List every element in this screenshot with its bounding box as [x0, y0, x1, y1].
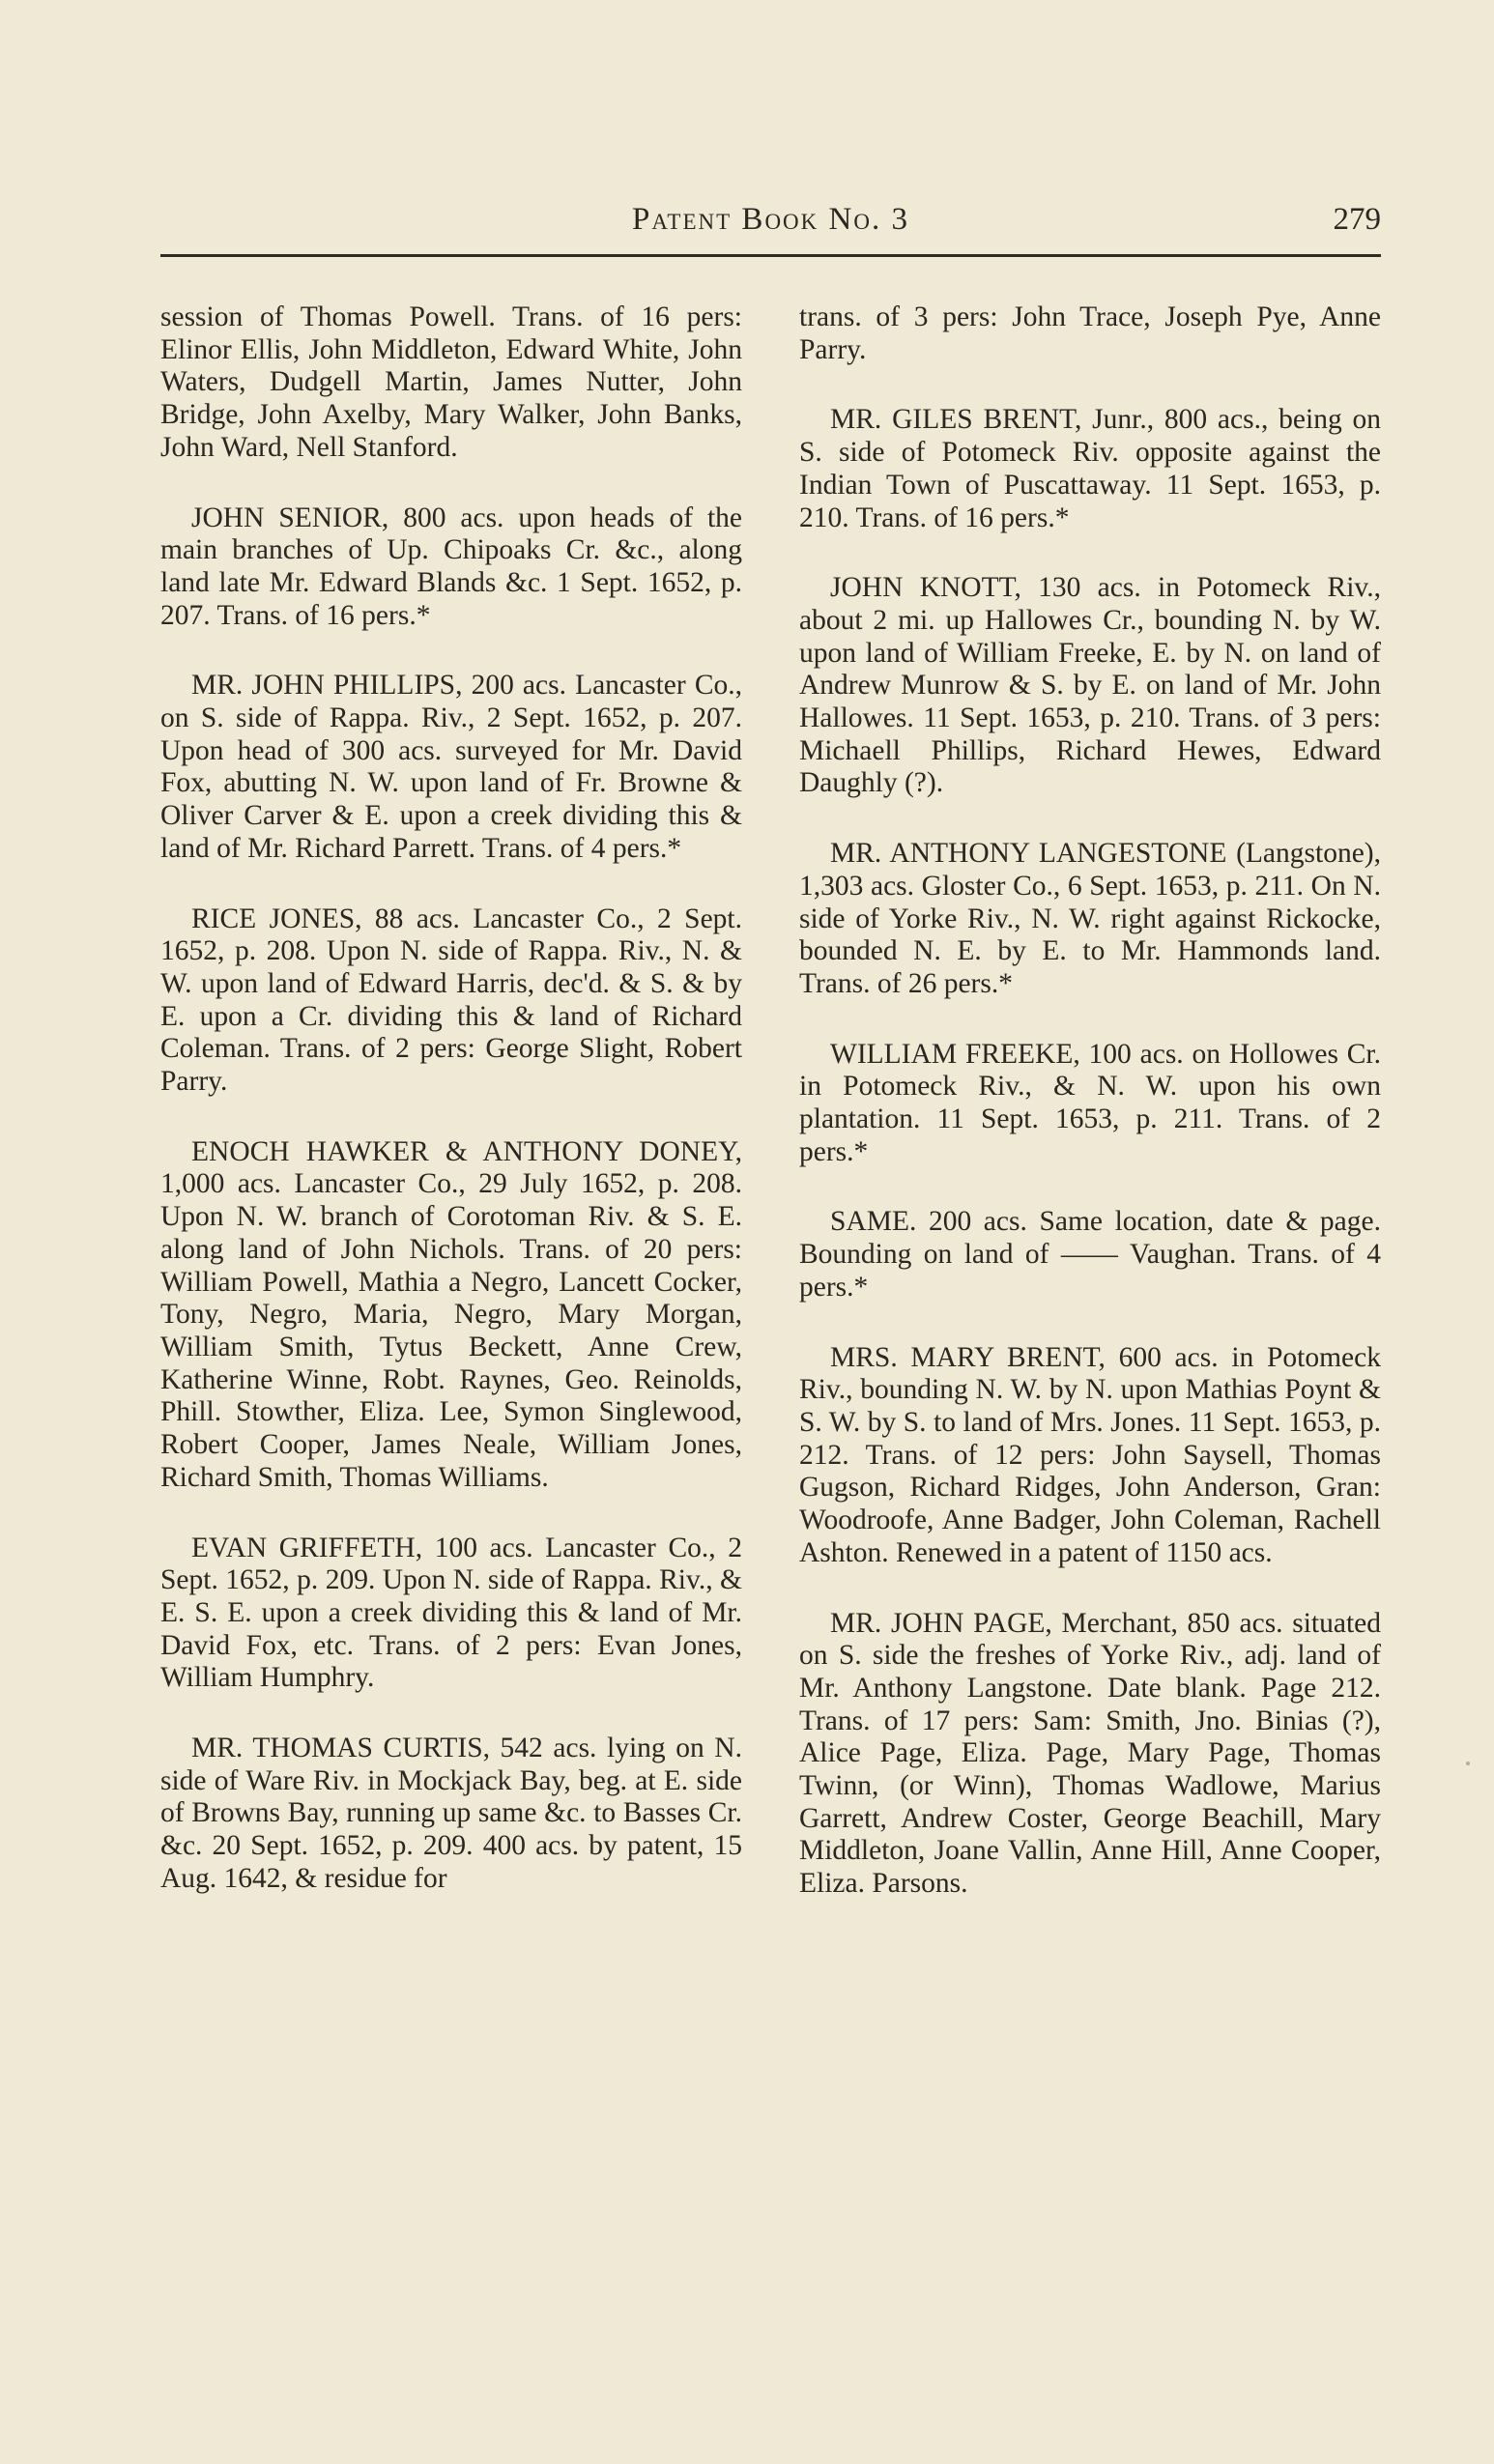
patent-entry: session of Thomas Powell. Trans. of 16 pers: Elinor Ellis, John Middleton, Edward White, John Waters, Dudgell Martin, James Nutter, John Bridge, John Axelby, Mary Walker, John Banks, John Ward, Nell Stanford. — [160, 301, 742, 463]
margin-mark — [1466, 1762, 1470, 1765]
patent-entry: ENOCH HAWKER & ANTHONY DONEY, 1,000 acs. Lancaster Co., 29 July 1652, p. 208. Upon N. W. branch of Corotoman Riv. & S. E. along land of John Nichols. Trans. of 20 pers: William Powell, Mathia a Negro, Lancett Cocker, Tony, Negro, Maria, Negro, Mary Morgan, William Smith, Tytus Beckett, Anne Crew, Katherine Winne, Robt. Raynes, Geo. Reinolds, Phill. Stowther, Eliza. Lee, Symon Singlewood, Robert Cooper, James Neale, William Jones, Richard Smith, Thomas Williams. — [160, 1135, 742, 1493]
running-title: Patent Book No. 3 — [632, 202, 909, 237]
patent-entry: WILLIAM FREEKE, 100 acs. on Hollowes Cr. in Potomeck Riv., & N. W. upon his own plantation. 11 Sept. 1653, p. 211. Trans. of 2 pers.* — [799, 1038, 1381, 1167]
page-number: 279 — [1333, 202, 1381, 237]
patent-entry: JOHN KNOTT, 130 acs. in Potomeck Riv., about 2 mi. up Hallowes Cr., bounding N. by W. upon land of William Freeke, E. by N. on land of Andrew Munrow & S. by E. on land of Mr. John Hallowes. 11 Sept. 1653, p. 210. Trans. of 3 pers: Michaell Phillips, Richard Hewes, Edward Daughly (?). — [799, 572, 1381, 799]
patent-entry: MRS. MARY BRENT, 600 acs. in Potomeck Riv., bounding N. W. by N. upon Mathias Poynt & S. W. by S. to land of Mrs. Jones. 11 Sept. 1653, p. 212. Trans. of 12 pers: John Saysell, Thomas Gugson, Richard Ridges, John Anderson, Gran: Woodroofe, Anne Badger, John Coleman, Rachell Ashton. Renewed in a patent of 1150 acs. — [799, 1341, 1381, 1568]
patent-entry: MR. ANTHONY LANGESTONE (Langstone), 1,303 acs. Gloster Co., 6 Sept. 1653, p. 211. On N. side of Yorke Riv., N. W. right against Rickocke, bounded N. E. by E. to Mr. Hammonds land. Trans. of 26 pers.* — [799, 838, 1381, 999]
patent-entry: SAME. 200 acs. Same location, date & page. Bounding on land of —— Vaughan. Trans. of 4 pers.* — [799, 1206, 1381, 1303]
running-head — [160, 198, 1381, 248]
left-column — [160, 301, 742, 1938]
right-column — [799, 301, 1381, 1938]
patent-entry: MR. JOHN PAGE, Merchant, 850 acs. situated on S. side the freshes of Yorke Riv., adj. land of Mr. Anthony Langstone. Date blank. Page 212. Trans. of 17 pers: Sam: Smith, Jno. Binias (?), Alice Page, Eliza. Page, Mary Page, Thomas Twinn, (or Winn), Thomas Wadlowe, Marius Garrett, Andrew Coster, George Beachill, Mary Middleton, Joane Vallin, Anne Hill, Anne Cooper, Eliza. Parsons. — [799, 1607, 1381, 1900]
book-page — [160, 198, 1381, 1900]
patent-entry: MR. GILES BRENT, Junr., 800 acs., being on S. side of Potomeck Riv. opposite against the Indian Town of Puscattaway. 11 Sept. 1653, p. 210. Trans. of 16 pers.* — [799, 404, 1381, 533]
patent-entry: MR. JOHN PHILLIPS, 200 acs. Lancaster Co., on S. side of Rappa. Riv., 2 Sept. 1652, p. 207. Upon head of 300 acs. surveyed for Mr. David Fox, abutting N. W. upon land of Fr. Browne & Oliver Carver & E. upon a creek dividing this & land of Mr. Richard Parrett. Trans. of 4 pers.* — [160, 670, 742, 864]
patent-entry: RICE JONES, 88 acs. Lancaster Co., 2 Sept. 1652, p. 208. Upon N. side of Rappa. Riv., N. & W. upon land of Edward Harris, dec'd. & S. & by E. upon a Cr. dividing this & land of Richard Coleman. Trans. of 2 pers: George Slight, Robert Parry. — [160, 903, 742, 1098]
text-columns — [160, 301, 1381, 1938]
patent-entry: trans. of 3 pers: John Trace, Joseph Pye, Anne Parry. — [799, 301, 1381, 365]
header-rule — [160, 254, 1381, 257]
patent-entry: EVAN GRIFFETH, 100 acs. Lancaster Co., 2 Sept. 1652, p. 209. Upon N. side of Rappa. Riv., & E. S. E. upon a creek dividing this & land of Mr. David Fox, etc. Trans. of 2 pers: Evan Jones, William Humphry. — [160, 1532, 742, 1694]
patent-entry: MR. THOMAS CURTIS, 542 acs. lying on N. side of Ware Riv. in Mockjack Bay, beg. at E. side of Browns Bay, running up same &c. to Basses Cr. &c. 20 Sept. 1652, p. 209. 400 acs. by patent, 15 Aug. 1642, & residue for — [160, 1733, 742, 1894]
patent-entry: JOHN SENIOR, 800 acs. upon heads of the main branches of Up. Chipoaks Cr. &c., along land late Mr. Edward Blands &c. 1 Sept. 1652, p. 207. Trans. of 16 pers.* — [160, 501, 742, 631]
